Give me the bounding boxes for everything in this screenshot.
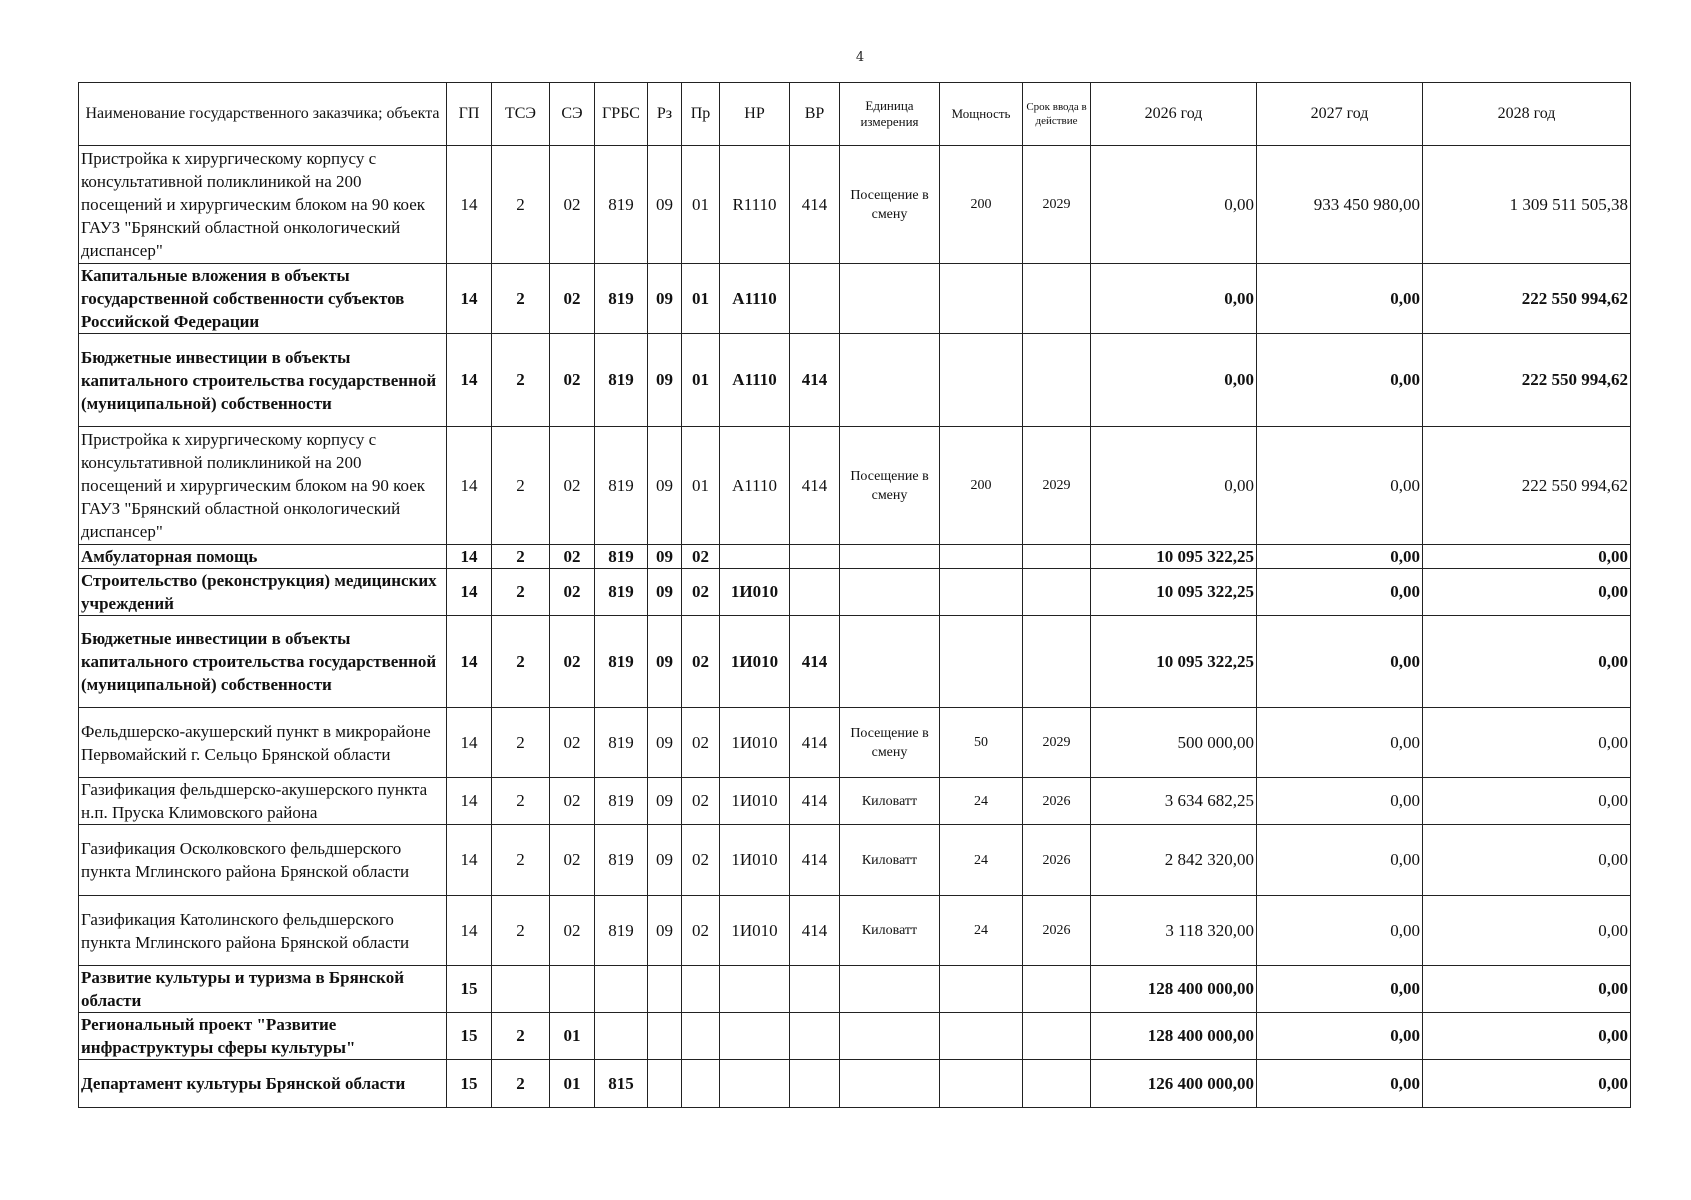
cell-y2026: 0,00 (1091, 427, 1257, 545)
cell-capacity: 200 (940, 427, 1023, 545)
cell-tse: 2 (492, 1060, 550, 1108)
cell-pr: 01 (682, 427, 720, 545)
cell-rz: 09 (648, 708, 682, 778)
cell-tse: 2 (492, 334, 550, 427)
cell-grbs: 819 (595, 545, 648, 569)
cell-pr: 02 (682, 545, 720, 569)
cell-term (1023, 264, 1091, 334)
header-2028: 2028 год (1423, 83, 1631, 146)
cell-vr: 414 (790, 708, 840, 778)
cell-gp: 14 (447, 616, 492, 708)
table-row (79, 825, 1631, 896)
cell-y2027: 0,00 (1257, 966, 1423, 1013)
cell-vr: 414 (790, 616, 840, 708)
table-row (79, 708, 1631, 778)
cell-name: Амбулаторная помощь (79, 545, 447, 569)
cell-term: 2029 (1023, 146, 1091, 264)
cell-y2027: 0,00 (1257, 616, 1423, 708)
cell-vr (790, 966, 840, 1013)
cell-y2026: 3 118 320,00 (1091, 896, 1257, 966)
cell-pr: 02 (682, 778, 720, 825)
cell-capacity: 200 (940, 146, 1023, 264)
cell-y2028: 0,00 (1423, 569, 1631, 616)
cell-tse: 2 (492, 264, 550, 334)
cell-y2028: 222 550 994,62 (1423, 334, 1631, 427)
cell-gp: 14 (447, 264, 492, 334)
header-rz: Рз (648, 83, 682, 146)
cell-capacity: 24 (940, 778, 1023, 825)
cell-name: Газификация Католинского фельдшерского пункта Мглинского района Брянской области (79, 896, 447, 966)
cell-grbs (595, 1013, 648, 1060)
header-unit: Единица измерения (840, 83, 940, 146)
cell-nr (720, 1013, 790, 1060)
cell-vr (790, 1060, 840, 1108)
header-name: Наименование государственного заказчика; объекта (79, 83, 447, 146)
cell-pr: 02 (682, 825, 720, 896)
cell-vr (790, 569, 840, 616)
cell-tse: 2 (492, 146, 550, 264)
cell-nr: 1И010 (720, 616, 790, 708)
cell-y2028: 222 550 994,62 (1423, 427, 1631, 545)
cell-name: Региональный проект "Развитие инфраструктуры сферы культуры" (79, 1013, 447, 1060)
cell-y2026: 2 842 320,00 (1091, 825, 1257, 896)
cell-grbs: 819 (595, 427, 648, 545)
cell-y2027: 0,00 (1257, 1013, 1423, 1060)
cell-term (1023, 545, 1091, 569)
cell-name: Департамент культуры Брянской области (79, 1060, 447, 1108)
cell-se: 02 (550, 334, 595, 427)
table-row (79, 569, 1631, 616)
table-row (79, 264, 1631, 334)
cell-vr (790, 264, 840, 334)
header-se: СЭ (550, 83, 595, 146)
cell-se: 02 (550, 616, 595, 708)
cell-name: Газификация фельдшерско-акушерского пункта н.п. Пруска Климовского района (79, 778, 447, 825)
cell-se: 02 (550, 896, 595, 966)
cell-grbs: 819 (595, 778, 648, 825)
cell-capacity (940, 1060, 1023, 1108)
header-grbs: ГРБС (595, 83, 648, 146)
cell-grbs: 819 (595, 825, 648, 896)
cell-unit: Посещение в смену (840, 146, 940, 264)
cell-term (1023, 616, 1091, 708)
table-row (79, 966, 1631, 1013)
table-row (79, 1013, 1631, 1060)
cell-vr: 414 (790, 896, 840, 966)
cell-unit (840, 966, 940, 1013)
cell-capacity (940, 616, 1023, 708)
cell-nr (720, 966, 790, 1013)
cell-rz: 09 (648, 334, 682, 427)
cell-term (1023, 1013, 1091, 1060)
cell-y2026: 10 095 322,25 (1091, 545, 1257, 569)
cell-vr: 414 (790, 146, 840, 264)
cell-pr (682, 966, 720, 1013)
cell-y2028: 0,00 (1423, 896, 1631, 966)
cell-nr: 1И010 (720, 825, 790, 896)
cell-unit (840, 545, 940, 569)
cell-y2027: 933 450 980,00 (1257, 146, 1423, 264)
cell-unit (840, 264, 940, 334)
cell-grbs: 819 (595, 334, 648, 427)
cell-tse: 2 (492, 825, 550, 896)
cell-pr: 01 (682, 146, 720, 264)
cell-y2027: 0,00 (1257, 825, 1423, 896)
cell-y2026: 10 095 322,25 (1091, 569, 1257, 616)
cell-capacity (940, 264, 1023, 334)
cell-se: 01 (550, 1013, 595, 1060)
header-row (79, 83, 1631, 146)
cell-se: 02 (550, 427, 595, 545)
cell-se (550, 966, 595, 1013)
cell-name: Пристройка к хирургическому корпусу с консультативной поликлиникой на 200 посещений и хирургическим блоком на 90 коек ГАУЗ "Брянский областной онкологический диспансер" (79, 146, 447, 264)
cell-term: 2026 (1023, 896, 1091, 966)
cell-gp: 15 (447, 1060, 492, 1108)
cell-nr: R1110 (720, 146, 790, 264)
cell-gp: 14 (447, 825, 492, 896)
cell-vr: 414 (790, 334, 840, 427)
cell-name: Пристройка к хирургическому корпусу с консультативной поликлиникой на 200 посещений и хирургическим блоком на 90 коек ГАУЗ "Брянский областной онкологический диспансер" (79, 427, 447, 545)
cell-capacity: 24 (940, 896, 1023, 966)
cell-tse: 2 (492, 1013, 550, 1060)
cell-y2027: 0,00 (1257, 708, 1423, 778)
cell-nr: A1110 (720, 334, 790, 427)
cell-unit: Посещение в смену (840, 708, 940, 778)
cell-name: Бюджетные инвестиции в объекты капитального строительства государственной (муниципальной) собственности (79, 334, 447, 427)
table-row (79, 778, 1631, 825)
cell-rz: 09 (648, 545, 682, 569)
cell-y2028: 0,00 (1423, 545, 1631, 569)
cell-capacity: 50 (940, 708, 1023, 778)
header-vr: ВР (790, 83, 840, 146)
cell-tse: 2 (492, 545, 550, 569)
cell-grbs: 819 (595, 708, 648, 778)
cell-grbs: 819 (595, 146, 648, 264)
cell-tse: 2 (492, 616, 550, 708)
cell-grbs: 819 (595, 569, 648, 616)
cell-se: 02 (550, 146, 595, 264)
cell-rz: 09 (648, 778, 682, 825)
cell-pr: 02 (682, 708, 720, 778)
header-pr: Пр (682, 83, 720, 146)
cell-y2027: 0,00 (1257, 896, 1423, 966)
cell-y2027: 0,00 (1257, 545, 1423, 569)
cell-tse: 2 (492, 778, 550, 825)
cell-vr (790, 1013, 840, 1060)
cell-name: Фельдшерско-акушерский пункт в микрорайоне Первомайский г. Сельцо Брянской области (79, 708, 447, 778)
cell-term: 2026 (1023, 778, 1091, 825)
cell-unit (840, 334, 940, 427)
cell-grbs (595, 966, 648, 1013)
cell-nr: A1110 (720, 264, 790, 334)
cell-se: 02 (550, 708, 595, 778)
cell-gp: 14 (447, 896, 492, 966)
header-term: Срок ввода в действие (1023, 83, 1091, 146)
page-number: 4 (855, 50, 865, 65)
cell-unit: Киловатт (840, 896, 940, 966)
cell-y2027: 0,00 (1257, 264, 1423, 334)
cell-name: Бюджетные инвестиции в объекты капитального строительства государственной (муниципальной) собственности (79, 616, 447, 708)
cell-nr: 1И010 (720, 896, 790, 966)
cell-grbs: 819 (595, 264, 648, 334)
cell-pr: 01 (682, 264, 720, 334)
cell-grbs: 819 (595, 896, 648, 966)
cell-rz: 09 (648, 427, 682, 545)
cell-tse: 2 (492, 427, 550, 545)
cell-term (1023, 1060, 1091, 1108)
cell-unit (840, 616, 940, 708)
cell-tse: 2 (492, 708, 550, 778)
cell-nr: 1И010 (720, 569, 790, 616)
header-gp: ГП (447, 83, 492, 146)
cell-tse: 2 (492, 569, 550, 616)
cell-unit: Киловатт (840, 825, 940, 896)
cell-gp: 14 (447, 708, 492, 778)
cell-y2027: 0,00 (1257, 569, 1423, 616)
cell-capacity: 24 (940, 825, 1023, 896)
table-row (79, 1060, 1631, 1108)
cell-vr: 414 (790, 778, 840, 825)
cell-grbs: 815 (595, 1060, 648, 1108)
cell-y2026: 128 400 000,00 (1091, 1013, 1257, 1060)
cell-term (1023, 966, 1091, 1013)
cell-rz (648, 1013, 682, 1060)
cell-name: Газификация Осколковского фельдшерского пункта Мглинского района Брянской области (79, 825, 447, 896)
cell-unit (840, 1060, 940, 1108)
cell-y2027: 0,00 (1257, 778, 1423, 825)
cell-vr: 414 (790, 825, 840, 896)
cell-grbs: 819 (595, 616, 648, 708)
cell-rz: 09 (648, 569, 682, 616)
cell-gp: 15 (447, 966, 492, 1013)
cell-gp: 15 (447, 1013, 492, 1060)
cell-y2027: 0,00 (1257, 1060, 1423, 1108)
cell-nr: 1И010 (720, 778, 790, 825)
table-row (79, 616, 1631, 708)
cell-name: Капитальные вложения в объекты государственной собственности субъектов Российской Федерации (79, 264, 447, 334)
cell-nr (720, 1060, 790, 1108)
cell-unit (840, 1013, 940, 1060)
cell-y2026: 0,00 (1091, 146, 1257, 264)
cell-y2028: 222 550 994,62 (1423, 264, 1631, 334)
cell-se: 02 (550, 545, 595, 569)
cell-rz: 09 (648, 264, 682, 334)
cell-y2028: 0,00 (1423, 1013, 1631, 1060)
cell-pr: 01 (682, 334, 720, 427)
cell-vr: 414 (790, 427, 840, 545)
cell-se: 02 (550, 825, 595, 896)
cell-rz: 09 (648, 896, 682, 966)
cell-rz: 09 (648, 616, 682, 708)
cell-rz (648, 966, 682, 1013)
cell-y2027: 0,00 (1257, 334, 1423, 427)
cell-pr: 02 (682, 569, 720, 616)
cell-term (1023, 569, 1091, 616)
cell-pr: 02 (682, 616, 720, 708)
cell-y2026: 0,00 (1091, 264, 1257, 334)
cell-unit: Посещение в смену (840, 427, 940, 545)
table-row (79, 545, 1631, 569)
cell-capacity (940, 334, 1023, 427)
cell-se: 02 (550, 778, 595, 825)
cell-se: 02 (550, 569, 595, 616)
budget-table (78, 82, 1631, 1108)
cell-gp: 14 (447, 778, 492, 825)
cell-se: 01 (550, 1060, 595, 1108)
cell-nr: 1И010 (720, 708, 790, 778)
cell-capacity (940, 1013, 1023, 1060)
cell-tse (492, 966, 550, 1013)
table-row (79, 334, 1631, 427)
cell-term (1023, 334, 1091, 427)
header-nr: НР (720, 83, 790, 146)
cell-y2026: 126 400 000,00 (1091, 1060, 1257, 1108)
cell-tse: 2 (492, 896, 550, 966)
cell-capacity (940, 569, 1023, 616)
cell-y2028: 0,00 (1423, 708, 1631, 778)
cell-gp: 14 (447, 427, 492, 545)
cell-pr (682, 1060, 720, 1108)
header-2027: 2027 год (1257, 83, 1423, 146)
cell-y2026: 10 095 322,25 (1091, 616, 1257, 708)
cell-gp: 14 (447, 569, 492, 616)
cell-y2027: 0,00 (1257, 427, 1423, 545)
cell-vr (790, 545, 840, 569)
cell-unit: Киловатт (840, 778, 940, 825)
cell-y2026: 3 634 682,25 (1091, 778, 1257, 825)
cell-name: Строительство (реконструкция) медицинских учреждений (79, 569, 447, 616)
table-row (79, 427, 1631, 545)
cell-term: 2029 (1023, 708, 1091, 778)
cell-y2026: 0,00 (1091, 334, 1257, 427)
cell-rz: 09 (648, 825, 682, 896)
cell-term: 2026 (1023, 825, 1091, 896)
cell-pr (682, 1013, 720, 1060)
cell-y2028: 0,00 (1423, 825, 1631, 896)
cell-y2028: 0,00 (1423, 778, 1631, 825)
cell-capacity (940, 966, 1023, 1013)
cell-y2028: 0,00 (1423, 966, 1631, 1013)
cell-gp: 14 (447, 545, 492, 569)
cell-gp: 14 (447, 334, 492, 427)
cell-y2028: 0,00 (1423, 1060, 1631, 1108)
table-row (79, 896, 1631, 966)
cell-y2028: 0,00 (1423, 616, 1631, 708)
table-row (79, 146, 1631, 264)
cell-y2028: 1 309 511 505,38 (1423, 146, 1631, 264)
cell-nr (720, 545, 790, 569)
cell-pr: 02 (682, 896, 720, 966)
header-capacity: Мощность (940, 83, 1023, 146)
cell-y2026: 500 000,00 (1091, 708, 1257, 778)
cell-name: Развитие культуры и туризма в Брянской области (79, 966, 447, 1013)
cell-term: 2029 (1023, 427, 1091, 545)
cell-capacity (940, 545, 1023, 569)
cell-unit (840, 569, 940, 616)
cell-rz (648, 1060, 682, 1108)
cell-y2026: 128 400 000,00 (1091, 966, 1257, 1013)
cell-rz: 09 (648, 146, 682, 264)
header-2026: 2026 год (1091, 83, 1257, 146)
cell-gp: 14 (447, 146, 492, 264)
cell-nr: A1110 (720, 427, 790, 545)
header-tse: ТСЭ (492, 83, 550, 146)
cell-se: 02 (550, 264, 595, 334)
